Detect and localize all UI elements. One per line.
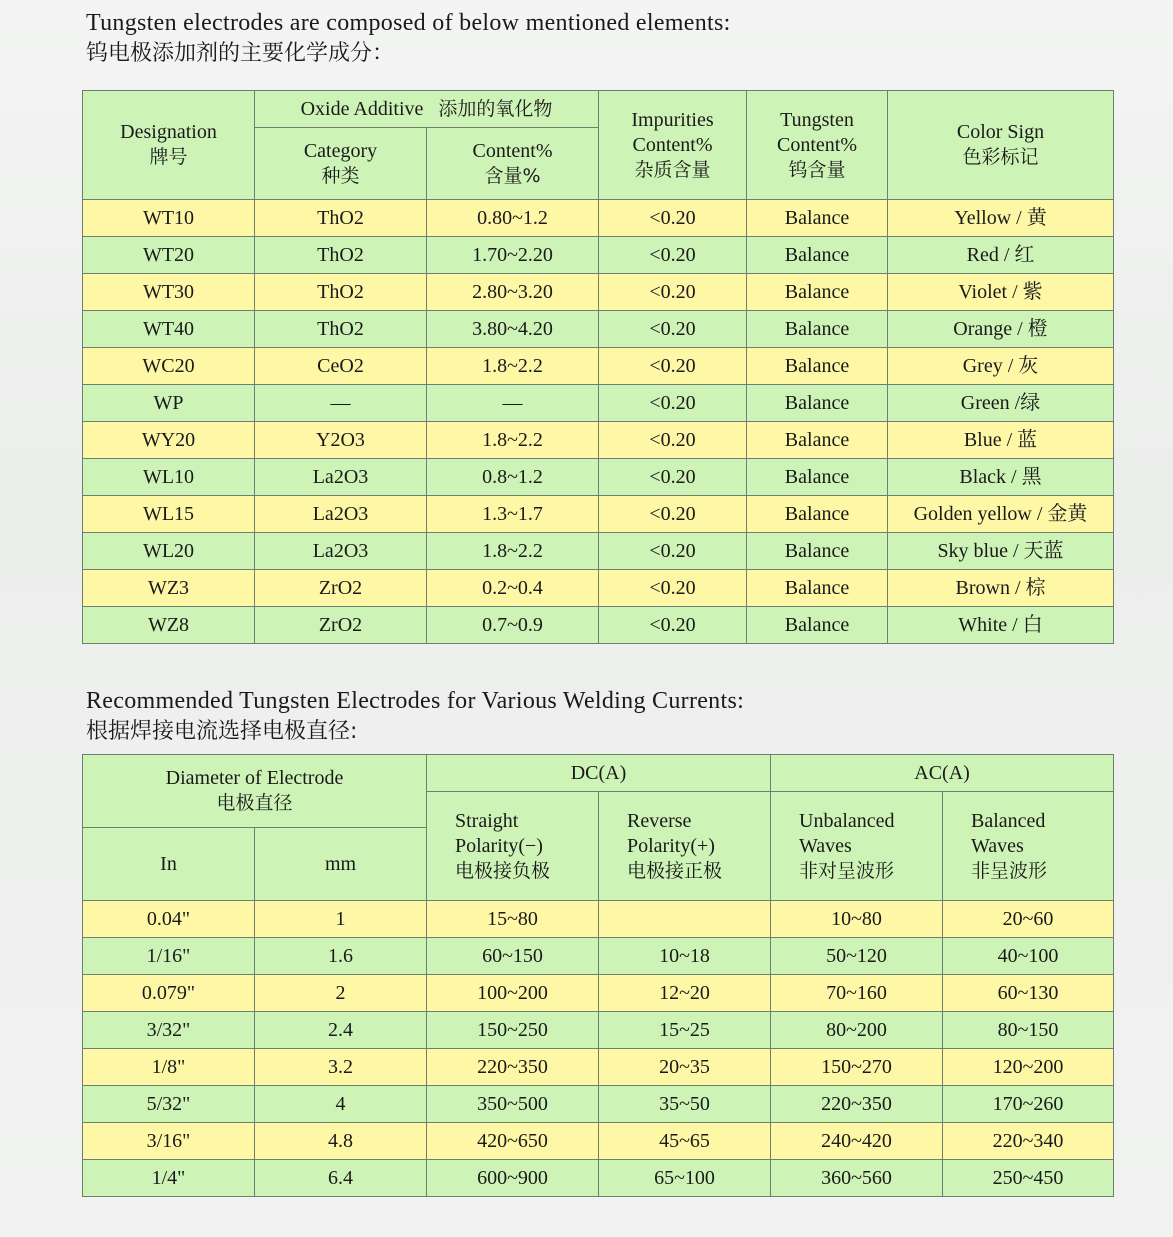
tungsten-cell: Balance <box>747 570 888 607</box>
header-dc: DC(A) <box>427 755 771 792</box>
diameter-mm-cell: 2 <box>255 975 427 1012</box>
ac-unbalanced-cell: 150~270 <box>771 1049 943 1086</box>
category-cell: ThO2 <box>255 237 427 274</box>
designation-cell: WC20 <box>83 348 255 385</box>
content-cell: — <box>427 385 599 422</box>
category-cell: ThO2 <box>255 200 427 237</box>
welding-current-table-body <box>83 901 1114 1197</box>
dc-reverse-cell: 12~20 <box>599 975 771 1012</box>
ac-balanced-cell: 170~260 <box>943 1086 1114 1123</box>
section1-title-en: Tungsten electrodes are composed of below mentioned elements: <box>86 10 731 36</box>
table-row <box>83 237 1114 274</box>
tungsten-cell: Balance <box>747 385 888 422</box>
table-row <box>83 348 1114 385</box>
table-row <box>83 938 1114 975</box>
diameter-mm-cell: 4.8 <box>255 1123 427 1160</box>
category-cell: ThO2 <box>255 274 427 311</box>
ac-unbalanced-cell: 70~160 <box>771 975 943 1012</box>
color-sign-cell: Orange / 橙 <box>888 311 1114 348</box>
table-row <box>83 533 1114 570</box>
ac-balanced-cell: 120~200 <box>943 1049 1114 1086</box>
tungsten-cell: Balance <box>747 348 888 385</box>
category-cell: La2O3 <box>255 496 427 533</box>
ac-balanced-cell: 60~130 <box>943 975 1114 1012</box>
color-sign-cell: Golden yellow / 金黄 <box>888 496 1114 533</box>
section2-title-zh: 根据焊接电流选择电极直径: <box>86 719 358 744</box>
diameter-mm-cell: 1.6 <box>255 938 427 975</box>
ac-unbalanced-cell: 80~200 <box>771 1012 943 1049</box>
tungsten-cell: Balance <box>747 274 888 311</box>
impurities-cell: <0.20 <box>599 385 747 422</box>
designation-cell: WZ3 <box>83 570 255 607</box>
dc-reverse-cell <box>599 901 771 938</box>
color-sign-cell: Yellow / 黄 <box>888 200 1114 237</box>
ac-balanced-cell: 220~340 <box>943 1123 1114 1160</box>
dc-straight-cell: 60~150 <box>427 938 599 975</box>
dc-straight-cell: 100~200 <box>427 975 599 1012</box>
category-cell: ZrO2 <box>255 607 427 644</box>
category-cell: La2O3 <box>255 459 427 496</box>
color-sign-cell: White / 白 <box>888 607 1114 644</box>
ac-unbalanced-cell: 220~350 <box>771 1086 943 1123</box>
designation-cell: WZ8 <box>83 607 255 644</box>
header-designation: Designation 牌号 <box>83 91 255 200</box>
table-row <box>83 1012 1114 1049</box>
designation-cell: WT30 <box>83 274 255 311</box>
impurities-cell: <0.20 <box>599 607 747 644</box>
content-cell: 2.80~3.20 <box>427 274 599 311</box>
dc-straight-cell: 600~900 <box>427 1160 599 1197</box>
impurities-cell: <0.20 <box>599 422 747 459</box>
impurities-cell: <0.20 <box>599 274 747 311</box>
impurities-cell: <0.20 <box>599 311 747 348</box>
designation-cell: WL20 <box>83 533 255 570</box>
dc-straight-cell: 220~350 <box>427 1049 599 1086</box>
tungsten-cell: Balance <box>747 422 888 459</box>
color-sign-cell: Red / 红 <box>888 237 1114 274</box>
section1-heading <box>86 8 731 70</box>
table-row <box>83 607 1114 644</box>
table-row <box>83 975 1114 1012</box>
dc-straight-cell: 420~650 <box>427 1123 599 1160</box>
category-cell: Y2O3 <box>255 422 427 459</box>
designation-cell: WY20 <box>83 422 255 459</box>
content-cell: 1.8~2.2 <box>427 348 599 385</box>
tungsten-cell: Balance <box>747 200 888 237</box>
table-row <box>83 1160 1114 1197</box>
ac-balanced-cell: 20~60 <box>943 901 1114 938</box>
diameter-mm-cell: 1 <box>255 901 427 938</box>
table-row <box>83 901 1114 938</box>
content-cell: 0.7~0.9 <box>427 607 599 644</box>
designation-cell: WP <box>83 385 255 422</box>
impurities-cell: <0.20 <box>599 533 747 570</box>
table-row <box>83 274 1114 311</box>
diameter-in-cell: 5/32" <box>83 1086 255 1123</box>
color-sign-cell: Grey / 灰 <box>888 348 1114 385</box>
tungsten-cell: Balance <box>747 607 888 644</box>
designation-cell: WL10 <box>83 459 255 496</box>
header-tungsten: Tungsten Content% 钨含量 <box>747 91 888 200</box>
diameter-in-cell: 3/32" <box>83 1012 255 1049</box>
ac-balanced-cell: 80~150 <box>943 1012 1114 1049</box>
content-cell: 3.80~4.20 <box>427 311 599 348</box>
diameter-mm-cell: 4 <box>255 1086 427 1123</box>
table-row <box>83 1123 1114 1160</box>
composition-table <box>82 90 1114 644</box>
ac-unbalanced-cell: 10~80 <box>771 901 943 938</box>
content-cell: 0.2~0.4 <box>427 570 599 607</box>
diameter-in-cell: 3/16" <box>83 1123 255 1160</box>
dc-reverse-cell: 15~25 <box>599 1012 771 1049</box>
dc-straight-cell: 15~80 <box>427 901 599 938</box>
impurities-cell: <0.20 <box>599 459 747 496</box>
dc-reverse-cell: 20~35 <box>599 1049 771 1086</box>
table-row <box>83 1049 1114 1086</box>
dc-straight-cell: 150~250 <box>427 1012 599 1049</box>
designation-cell: WT40 <box>83 311 255 348</box>
header-oxide-additive: Oxide Additive 添加的氧化物 <box>255 91 599 128</box>
category-cell: CeO2 <box>255 348 427 385</box>
color-sign-cell: Brown / 棕 <box>888 570 1114 607</box>
color-sign-cell: Blue / 蓝 <box>888 422 1114 459</box>
table-row <box>83 200 1114 237</box>
table-row <box>83 496 1114 533</box>
category-cell: — <box>255 385 427 422</box>
diameter-mm-cell: 6.4 <box>255 1160 427 1197</box>
ac-unbalanced-cell: 240~420 <box>771 1123 943 1160</box>
ac-balanced-cell: 40~100 <box>943 938 1114 975</box>
welding-current-table <box>82 754 1114 1197</box>
header-reverse-polarity: Reverse Polarity(+) 电极接正极 <box>599 792 771 901</box>
color-sign-cell: Green /绿 <box>888 385 1114 422</box>
dc-reverse-cell: 45~65 <box>599 1123 771 1160</box>
diameter-in-cell: 1/4" <box>83 1160 255 1197</box>
header-mm: mm <box>255 828 427 901</box>
color-sign-cell: Sky blue / 天蓝 <box>888 533 1114 570</box>
ac-unbalanced-cell: 360~560 <box>771 1160 943 1197</box>
content-cell: 0.8~1.2 <box>427 459 599 496</box>
dc-reverse-cell: 65~100 <box>599 1160 771 1197</box>
dc-reverse-cell: 10~18 <box>599 938 771 975</box>
content-cell: 0.80~1.2 <box>427 200 599 237</box>
content-cell: 1.8~2.2 <box>427 422 599 459</box>
header-impurities: Impurities Content% 杂质含量 <box>599 91 747 200</box>
header-content: Content% 含量% <box>427 128 599 200</box>
table-row <box>83 570 1114 607</box>
table-row <box>83 459 1114 496</box>
diameter-mm-cell: 3.2 <box>255 1049 427 1086</box>
impurities-cell: <0.20 <box>599 200 747 237</box>
tungsten-cell: Balance <box>747 459 888 496</box>
ac-unbalanced-cell: 50~120 <box>771 938 943 975</box>
diameter-in-cell: 1/16" <box>83 938 255 975</box>
designation-cell: WT20 <box>83 237 255 274</box>
table-row <box>83 385 1114 422</box>
content-cell: 1.3~1.7 <box>427 496 599 533</box>
diameter-in-cell: 1/8" <box>83 1049 255 1086</box>
impurities-cell: <0.20 <box>599 496 747 533</box>
tungsten-cell: Balance <box>747 533 888 570</box>
diameter-in-cell: 0.079" <box>83 975 255 1012</box>
impurities-cell: <0.20 <box>599 570 747 607</box>
impurities-cell: <0.20 <box>599 237 747 274</box>
impurities-cell: <0.20 <box>599 348 747 385</box>
header-diameter: Diameter of Electrode 电极直径 <box>83 755 427 828</box>
tungsten-cell: Balance <box>747 311 888 348</box>
header-balanced-waves: Balanced Waves 非呈波形 <box>943 792 1114 901</box>
diameter-mm-cell: 2.4 <box>255 1012 427 1049</box>
header-ac: AC(A) <box>771 755 1114 792</box>
content-cell: 1.8~2.2 <box>427 533 599 570</box>
category-cell: La2O3 <box>255 533 427 570</box>
header-straight-polarity: Straight Polarity(−) 电极接负极 <box>427 792 599 901</box>
composition-table-body <box>83 200 1114 644</box>
category-cell: ThO2 <box>255 311 427 348</box>
table-row <box>83 422 1114 459</box>
header-unbalanced-waves: Unbalanced Waves 非对呈波形 <box>771 792 943 901</box>
table-row <box>83 311 1114 348</box>
header-category: Category 种类 <box>255 128 427 200</box>
dc-reverse-cell: 35~50 <box>599 1086 771 1123</box>
section1-title-zh: 钨电极添加剂的主要化学成分： <box>86 41 395 66</box>
dc-straight-cell: 350~500 <box>427 1086 599 1123</box>
designation-cell: WL15 <box>83 496 255 533</box>
designation-cell: WT10 <box>83 200 255 237</box>
category-cell: ZrO2 <box>255 570 427 607</box>
diameter-in-cell: 0.04" <box>83 901 255 938</box>
color-sign-cell: Black / 黑 <box>888 459 1114 496</box>
section2-heading <box>86 686 744 748</box>
tungsten-cell: Balance <box>747 237 888 274</box>
ac-balanced-cell: 250~450 <box>943 1160 1114 1197</box>
tungsten-cell: Balance <box>747 496 888 533</box>
content-cell: 1.70~2.20 <box>427 237 599 274</box>
section2-title-en: Recommended Tungsten Electrodes for Various Welding Currents: <box>86 688 745 714</box>
table-row <box>83 1086 1114 1123</box>
header-color-sign: Color Sign 色彩标记 <box>888 91 1114 200</box>
header-in: In <box>83 828 255 901</box>
color-sign-cell: Violet / 紫 <box>888 274 1114 311</box>
